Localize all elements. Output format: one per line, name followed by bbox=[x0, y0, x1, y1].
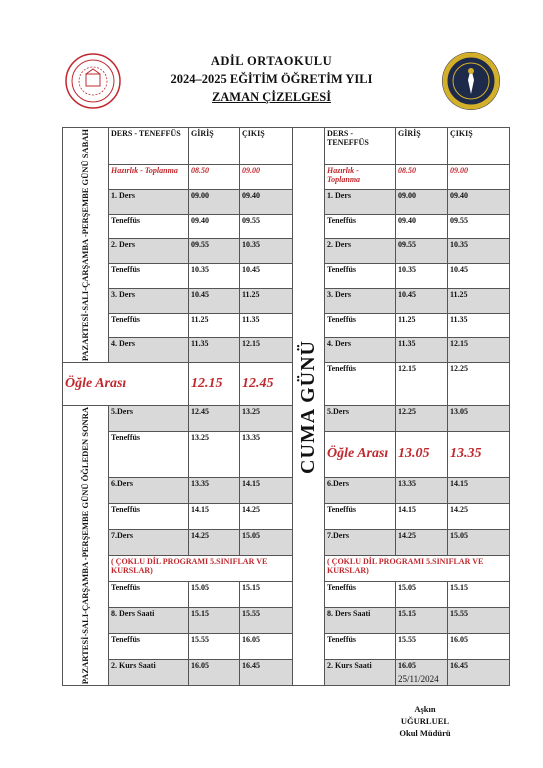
lesson-label: 2. Ders bbox=[109, 239, 189, 264]
signer-last-name: UĞURLUEL bbox=[400, 716, 450, 726]
lesson-label: 1. Ders bbox=[325, 189, 396, 214]
end-time: 14.25 bbox=[240, 503, 293, 529]
lesson-label: Teneffüs bbox=[109, 313, 189, 338]
start-time: 10.45 bbox=[396, 288, 448, 313]
start-time: 11.25 bbox=[189, 313, 240, 338]
page-title: ZAMAN ÇİZELGESİ bbox=[211, 90, 332, 104]
lesson-label: Teneffüs bbox=[325, 634, 396, 660]
lesson-label: 6.Ders bbox=[325, 477, 396, 503]
end-time: 09.40 bbox=[240, 189, 293, 214]
lesson-label: Hazırlık - Toplanma bbox=[325, 165, 396, 190]
end-time: 09.40 bbox=[448, 189, 510, 214]
lesson-label: Teneffüs bbox=[325, 582, 396, 608]
start-time: 15.05 bbox=[396, 582, 448, 608]
start-time: 12.25 bbox=[396, 406, 448, 432]
friday-text: CUMA GÜNÜ bbox=[297, 339, 319, 474]
end-time: 15.55 bbox=[448, 608, 510, 634]
table-row bbox=[63, 189, 510, 214]
start-time: 09.00 bbox=[396, 189, 448, 214]
lesson-label: 7.Ders bbox=[109, 529, 189, 555]
start-time: 15.15 bbox=[189, 608, 240, 634]
end-time: 11.35 bbox=[240, 313, 293, 338]
start-time: 10.35 bbox=[189, 264, 240, 289]
end-time: 10.35 bbox=[448, 239, 510, 264]
end-time: 12.25 bbox=[448, 363, 510, 406]
start-time: 14.15 bbox=[189, 503, 240, 529]
end-time: 16.45 bbox=[240, 660, 293, 686]
lesson-label: Teneffüs bbox=[325, 264, 396, 289]
start-time: 15.15 bbox=[396, 608, 448, 634]
end-time: 14.25 bbox=[448, 503, 510, 529]
table-row bbox=[63, 363, 510, 406]
table-row bbox=[63, 313, 510, 338]
table-row bbox=[63, 432, 510, 478]
lesson-label: 3. Ders bbox=[109, 288, 189, 313]
lesson-label: 7.Ders bbox=[325, 529, 396, 555]
start-time: 15.05 bbox=[189, 582, 240, 608]
lesson-label: Teneffüs bbox=[109, 432, 189, 478]
lunch-end: 13.35 bbox=[448, 432, 510, 478]
lesson-label: 5.Ders bbox=[325, 406, 396, 432]
lesson-label: 3. Ders bbox=[325, 288, 396, 313]
lesson-label: 5.Ders bbox=[109, 406, 189, 432]
lesson-label: 4. Ders bbox=[109, 338, 189, 363]
start-time: 11.25 bbox=[396, 313, 448, 338]
col-end-header: ÇIKIŞ bbox=[448, 128, 510, 165]
end-time: 15.15 bbox=[240, 582, 293, 608]
table-row bbox=[63, 128, 510, 165]
end-time: 16.45 bbox=[448, 660, 510, 686]
table-row bbox=[63, 503, 510, 529]
start-time: 15.55 bbox=[189, 634, 240, 660]
start-time: 14.15 bbox=[396, 503, 448, 529]
start-time: 08.50 bbox=[396, 165, 448, 190]
start-time: 13.25 bbox=[189, 432, 240, 478]
start-time: 12.45 bbox=[189, 406, 240, 432]
signer-title: Okul Müdürü bbox=[399, 728, 451, 738]
afternoon-days-text: PAZARTESİ-SALI-ÇARŞAMBA -PERŞEMBE GÜNÜ ÖĞLEDEN SONRA bbox=[80, 407, 91, 685]
end-time: 09.55 bbox=[448, 214, 510, 239]
date: 25/11/2024 bbox=[398, 674, 439, 684]
school-name: ADİL ORTAOKULU bbox=[210, 54, 333, 68]
signature-block bbox=[380, 703, 470, 739]
lesson-label: Hazırlık - Toplanma bbox=[109, 165, 189, 190]
lesson-label: Teneffüs bbox=[109, 214, 189, 239]
lesson-label: Teneffüs bbox=[325, 503, 396, 529]
end-time: 15.05 bbox=[448, 529, 510, 555]
end-time: 12.15 bbox=[240, 338, 293, 363]
end-time: 16.05 bbox=[448, 634, 510, 660]
end-time: 15.05 bbox=[240, 529, 293, 555]
lunch-end: 12.45 bbox=[240, 363, 293, 406]
lesson-label: Teneffüs bbox=[109, 264, 189, 289]
lesson-label: Teneffüs bbox=[109, 503, 189, 529]
morning-days-text: PAZARTESİ-SALI-ÇARŞAMBA -PERŞEMBE GÜNÜ SABAH bbox=[80, 129, 91, 362]
lesson-label: Teneffüs bbox=[109, 582, 189, 608]
lesson-label: 8. Ders Saati bbox=[109, 608, 189, 634]
table-row bbox=[63, 406, 510, 432]
end-time: 11.35 bbox=[448, 313, 510, 338]
lunch-label: Öğle Arası bbox=[325, 432, 396, 478]
end-time: 13.05 bbox=[448, 406, 510, 432]
table-row bbox=[63, 165, 510, 190]
morning-days-label bbox=[63, 128, 109, 363]
lesson-label: Teneffüs bbox=[325, 313, 396, 338]
table-row bbox=[63, 239, 510, 264]
end-time: 10.35 bbox=[240, 239, 293, 264]
col-start-header: GİRİŞ bbox=[189, 128, 240, 165]
signer-first-name: Aşkın bbox=[414, 704, 436, 714]
table-row bbox=[63, 477, 510, 503]
end-time: 09.00 bbox=[448, 165, 510, 190]
lunch-label: Öğle Arası bbox=[63, 363, 189, 406]
lesson-label: 1. Ders bbox=[109, 189, 189, 214]
table-row bbox=[63, 529, 510, 555]
lesson-label: Teneffüs bbox=[325, 214, 396, 239]
end-time: 12.15 bbox=[448, 338, 510, 363]
end-time: 14.15 bbox=[240, 477, 293, 503]
lesson-label: 2. Ders bbox=[325, 239, 396, 264]
start-time: 11.35 bbox=[189, 338, 240, 363]
academic-year: 2024–2025 EĞİTİM ÖĞRETİM YILI bbox=[170, 72, 373, 86]
start-time: 15.55 bbox=[396, 634, 448, 660]
table-row bbox=[63, 582, 510, 608]
start-time: 09.40 bbox=[396, 214, 448, 239]
col-end-header: ÇIKIŞ bbox=[240, 128, 293, 165]
table-row bbox=[63, 608, 510, 634]
col-lesson-header: DERS - TENEFFÜS bbox=[325, 128, 396, 165]
table-row bbox=[63, 634, 510, 660]
end-time: 15.15 bbox=[448, 582, 510, 608]
end-time: 09.00 bbox=[240, 165, 293, 190]
start-time: 09.55 bbox=[396, 239, 448, 264]
lunch-start: 13.05 bbox=[396, 432, 448, 478]
table-row bbox=[63, 660, 510, 686]
end-time: 11.25 bbox=[240, 288, 293, 313]
start-time: 10.35 bbox=[396, 264, 448, 289]
col-lesson-header: DERS - TENEFFÜS bbox=[109, 128, 189, 165]
end-time: 10.45 bbox=[240, 264, 293, 289]
start-time: 10.45 bbox=[189, 288, 240, 313]
start-time: 16.05 bbox=[396, 660, 448, 686]
start-time: 11.35 bbox=[396, 338, 448, 363]
lunch-start: 12.15 bbox=[189, 363, 240, 406]
start-time: 09.40 bbox=[189, 214, 240, 239]
lesson-label: 2. Kurs Saati bbox=[325, 660, 396, 686]
end-time: 16.05 bbox=[240, 634, 293, 660]
start-time: 09.00 bbox=[189, 189, 240, 214]
start-time: 09.55 bbox=[189, 239, 240, 264]
table-row bbox=[63, 556, 510, 582]
end-time: 15.55 bbox=[240, 608, 293, 634]
start-time: 14.25 bbox=[189, 529, 240, 555]
lesson-label: 4. Ders bbox=[325, 338, 396, 363]
end-time: 13.25 bbox=[240, 406, 293, 432]
program-note: ( ÇOKLU DİL PROGRAMI 5.SINIFLAR VE KURSLAR) bbox=[325, 556, 510, 582]
lesson-label: Teneffüs bbox=[109, 634, 189, 660]
end-time: 09.55 bbox=[240, 214, 293, 239]
start-time: 08.50 bbox=[189, 165, 240, 190]
afternoon-days-label bbox=[63, 406, 109, 686]
col-start-header: GİRİŞ bbox=[396, 128, 448, 165]
end-time: 11.25 bbox=[448, 288, 510, 313]
end-time: 13.35 bbox=[240, 432, 293, 478]
schedule-table bbox=[62, 127, 510, 686]
start-time: 16.05 bbox=[189, 660, 240, 686]
table-row bbox=[63, 264, 510, 289]
start-time: 12.15 bbox=[396, 363, 448, 406]
table-row bbox=[63, 338, 510, 363]
end-time: 14.15 bbox=[448, 477, 510, 503]
start-time: 13.35 bbox=[396, 477, 448, 503]
program-note: ( ÇOKLU DİL PROGRAMI 5.SINIFLAR VE KURSLAR) bbox=[109, 556, 293, 582]
lesson-label: 6.Ders bbox=[109, 477, 189, 503]
start-time: 13.35 bbox=[189, 477, 240, 503]
end-time: 10.45 bbox=[448, 264, 510, 289]
table-row bbox=[63, 214, 510, 239]
lesson-label: 8. Ders Saati bbox=[325, 608, 396, 634]
lesson-label: 2. Kurs Saati bbox=[109, 660, 189, 686]
lesson-label: Teneffüs bbox=[325, 363, 396, 406]
table-row bbox=[63, 288, 510, 313]
start-time: 14.25 bbox=[396, 529, 448, 555]
friday-label bbox=[293, 128, 325, 686]
